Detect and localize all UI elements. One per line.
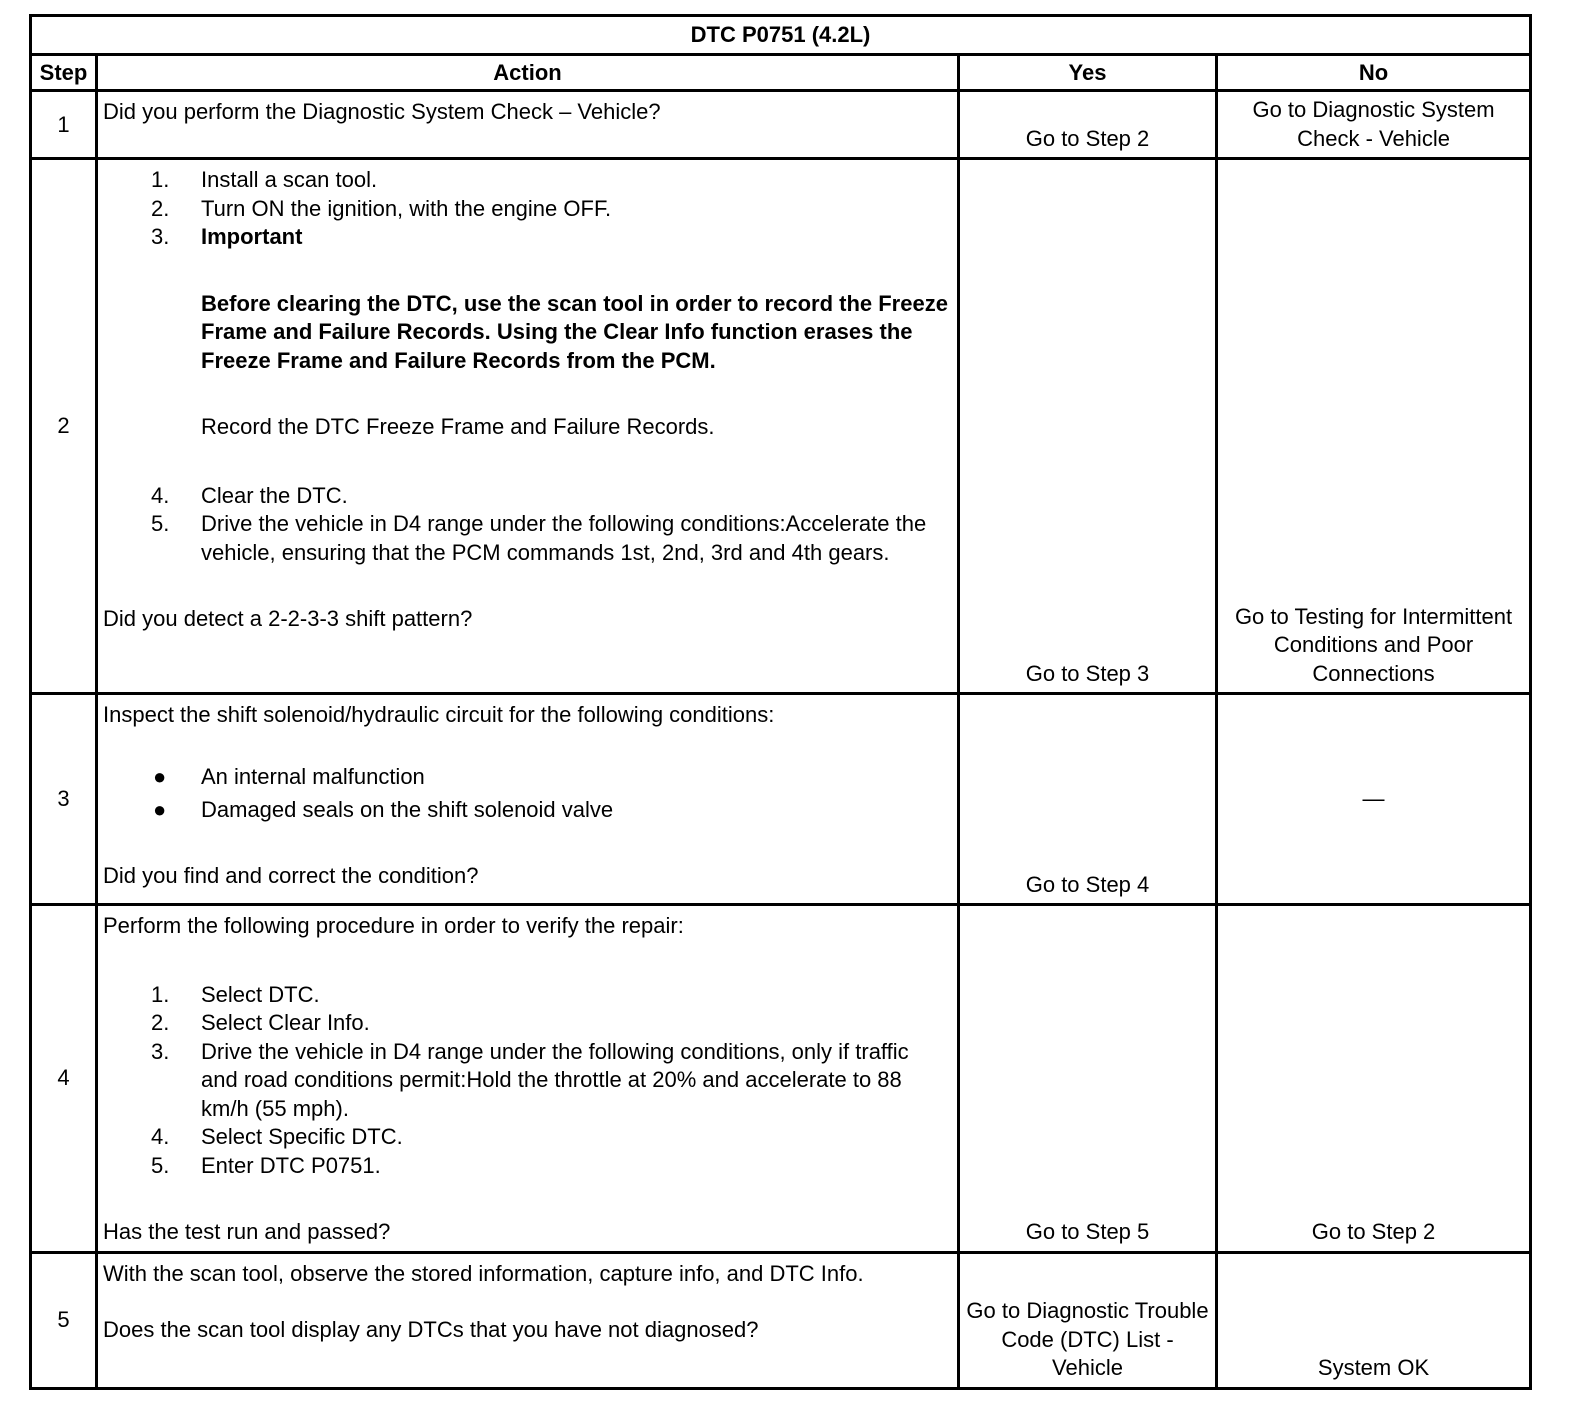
question: Did you detect a 2-2-3-3 shift pattern? <box>103 606 473 631</box>
step-row-5 <box>31 1252 1531 1388</box>
header-row <box>31 55 1531 91</box>
item-marker: 3. <box>151 1038 170 1064</box>
item-text: Drive the vehicle in D4 range under the following conditions:Accelerate the vehicle, ensuring that the PCM commands 1st, 2nd, 3rd and 4th gears. <box>201 511 927 565</box>
numbered-list <box>103 981 951 1181</box>
yes-cell: Go to Step 4 <box>959 694 1217 905</box>
item-marker: 2. <box>151 195 170 221</box>
step-row-3 <box>31 694 1531 905</box>
step-number: 2 <box>31 159 97 694</box>
spacer <box>103 826 951 862</box>
list-item <box>103 1123 951 1152</box>
item-text: Enter DTC P0751. <box>201 1152 381 1178</box>
item-marker: 1. <box>151 167 170 192</box>
step-number: 3 <box>31 694 97 905</box>
action-cell <box>97 1252 959 1388</box>
list-item <box>103 1152 951 1181</box>
item-text: Drive the vehicle in D4 range under the following conditions, only if traffic and road conditions permit:Hold the throttle at 20% and accelerate to 88 km/h (55 mph). <box>201 1038 909 1121</box>
header-no: No <box>1217 55 1531 91</box>
header-step: Step <box>31 55 97 91</box>
list-item <box>103 482 951 511</box>
header-action: Action <box>97 55 959 91</box>
list-item <box>103 223 951 442</box>
table-title: DTC P0751 (4.2L) <box>31 16 1531 55</box>
item-text: Select Clear Info. <box>201 1010 370 1035</box>
intro-text: With the scan tool, observe the stored information, capture info, and DTC Info. <box>103 1260 864 1286</box>
spacer <box>103 941 951 981</box>
list-item <box>103 793 951 826</box>
item-marker: 4. <box>151 1124 170 1149</box>
item-text: An internal malfunction <box>201 763 425 789</box>
header-yes: Yes <box>959 55 1217 91</box>
intro-text: Perform the following procedure in order to verify the repair: <box>103 913 684 938</box>
step-row-2 <box>31 159 1531 694</box>
list-item <box>103 510 951 567</box>
list-item <box>103 981 951 1010</box>
item-text: Install a scan tool. <box>201 167 378 192</box>
question: Did you perform the Diagnostic System Check – Vehicle? <box>103 99 661 124</box>
no-cell: Go to Step 2 <box>1217 905 1531 1253</box>
list-item <box>103 195 951 224</box>
item-marker: 3. <box>151 224 170 249</box>
numbered-list <box>103 166 951 442</box>
no-cell: — <box>1217 694 1531 905</box>
item-text: Select DTC. <box>201 981 320 1007</box>
item-marker: 2. <box>151 1010 170 1035</box>
item-text: Turn ON the ignition, with the engine OFF. <box>201 195 612 221</box>
title-row <box>31 16 1531 55</box>
numbered-list <box>103 482 951 568</box>
item-marker: 4. <box>151 482 170 508</box>
item-text: Clear the DTC. <box>201 482 348 508</box>
spacer <box>103 442 951 482</box>
question: Does the scan tool display any DTCs that you have not diagnosed? <box>103 1317 759 1342</box>
no-cell: Go to Diagnostic System Check - Vehicle <box>1217 91 1531 159</box>
list-item <box>103 1038 951 1124</box>
step-row-1 <box>31 91 1531 159</box>
action-cell <box>97 159 959 694</box>
list-item <box>103 166 951 195</box>
action-cell <box>97 91 959 159</box>
step-row-4 <box>31 905 1531 1253</box>
item-marker: 5. <box>151 1152 170 1178</box>
step-number: 4 <box>31 905 97 1253</box>
yes-cell: Go to Diagnostic Trouble Code (DTC) List - Vehicle <box>959 1252 1217 1388</box>
spacer <box>103 1288 951 1316</box>
item-marker: 5. <box>151 511 170 536</box>
no-cell: System OK <box>1217 1252 1531 1388</box>
action-cell <box>97 694 959 905</box>
item-marker: 1. <box>151 981 170 1007</box>
item-text: Damaged seals on the shift solenoid valve <box>201 796 614 822</box>
yes-cell: Go to Step 5 <box>959 905 1217 1253</box>
spacer <box>103 567 951 605</box>
intro-text: Inspect the shift solenoid/hydraulic circuit for the following conditions: <box>103 702 775 727</box>
question: Did you find and correct the condition? <box>103 862 479 888</box>
list-item <box>103 760 951 793</box>
diagnostic-table-container <box>29 14 1529 1390</box>
spacer <box>103 1180 951 1218</box>
question: Has the test run and passed? <box>103 1219 391 1244</box>
action-cell <box>97 905 959 1253</box>
step-number: 5 <box>31 1252 97 1388</box>
bullet-icon: ● <box>153 796 167 822</box>
bullet-icon: ● <box>153 763 167 789</box>
yes-cell: Go to Step 2 <box>959 91 1217 159</box>
list-item <box>103 1009 951 1038</box>
yes-cell: Go to Step 3 <box>959 159 1217 694</box>
diagnostic-table <box>29 14 1532 1390</box>
step-number: 1 <box>31 91 97 159</box>
important-note: Before clearing the DTC, use the scan tool in order to record the Freeze Frame and Failure Records. Using the Clear Info function erases the Freeze Frame and Failure Records from the PCM. <box>201 290 948 373</box>
spacer <box>103 730 951 760</box>
bullet-list <box>103 760 951 826</box>
item-text: Select Specific DTC. <box>201 1124 403 1149</box>
item-text: Record the DTC Freeze Frame and Failure Records. <box>201 414 715 439</box>
no-cell: Go to Testing for Intermittent Conditions and Poor Connections <box>1217 159 1531 694</box>
important-label: Important <box>201 224 303 249</box>
